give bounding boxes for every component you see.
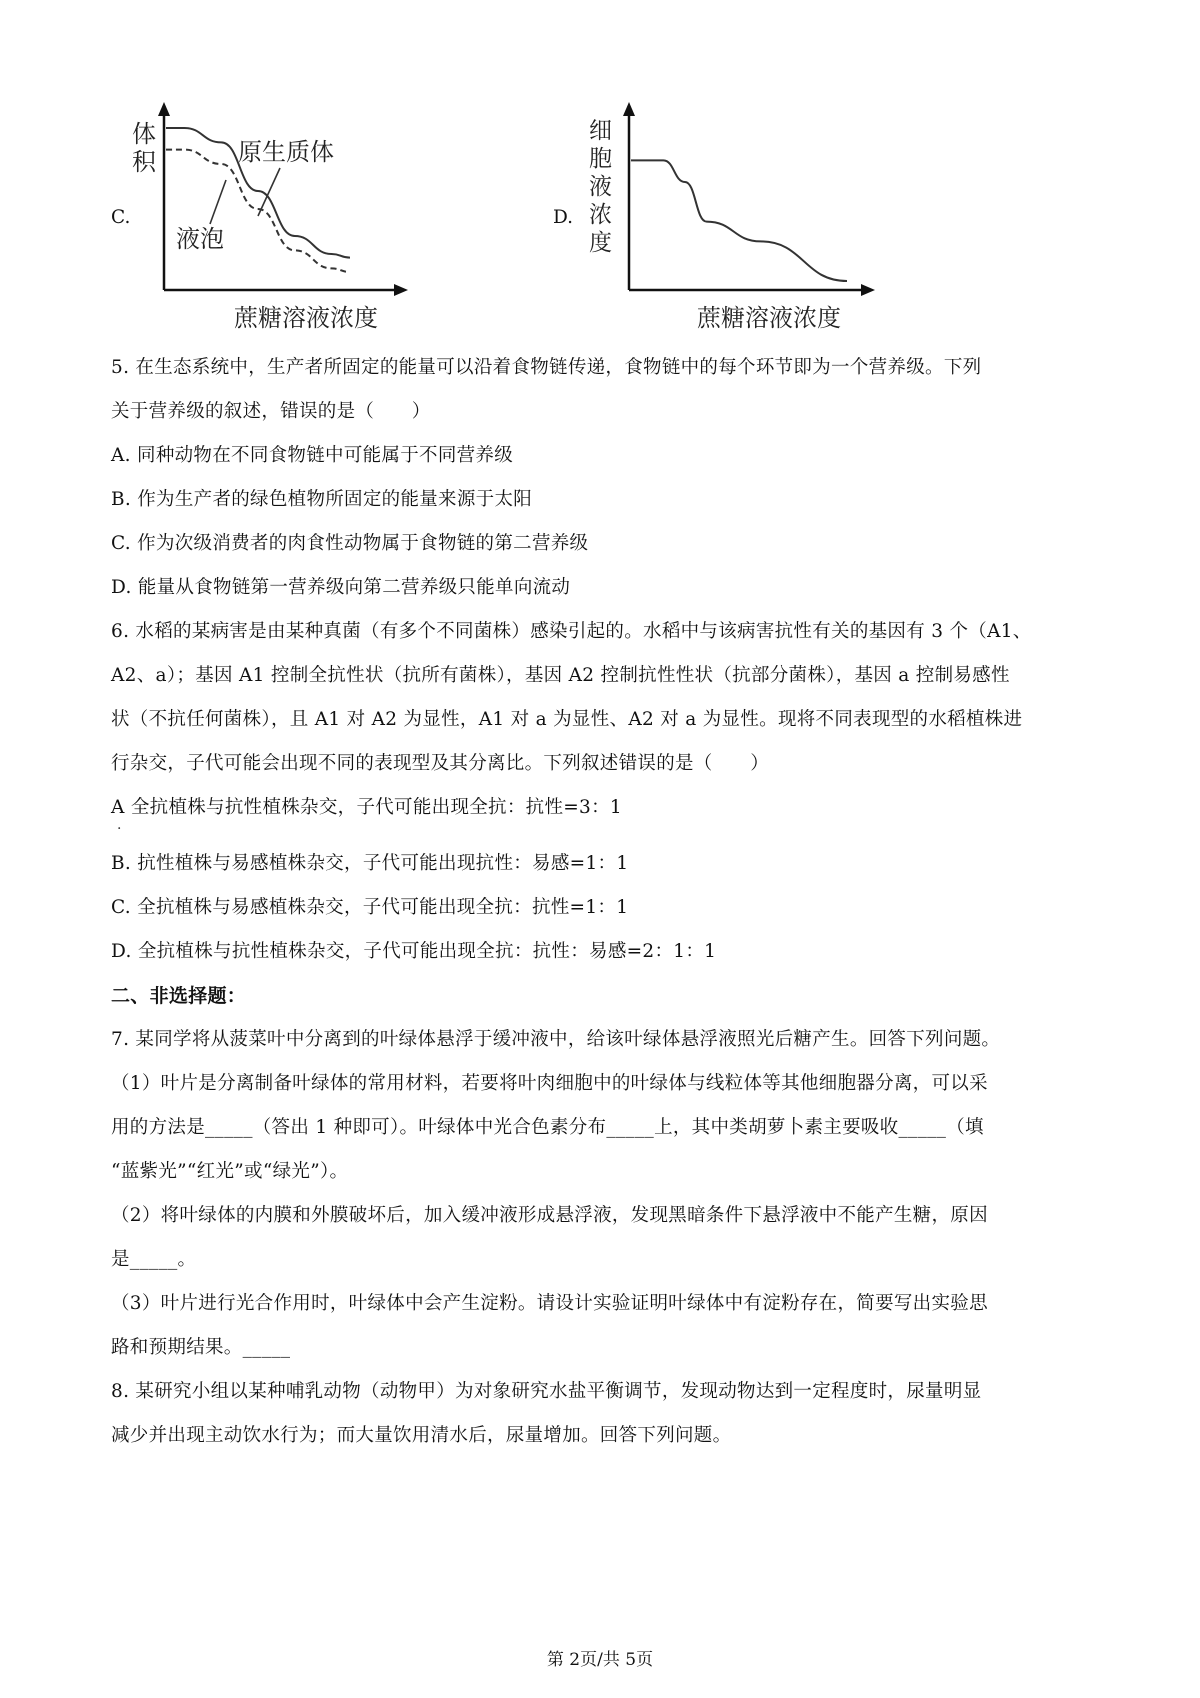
- chart-c-pointer-vacuole: [210, 180, 226, 224]
- chart-c-volume: [130, 100, 420, 335]
- q5-option-d: D. 能量从食物链第一营养级向第二营养级只能单向流动: [111, 577, 571, 598]
- option-d-label: D.: [553, 207, 574, 228]
- chart-d-series-1-line: [631, 160, 847, 281]
- q6-stem-line-2: A2、a）；基因 A1 控制全抗性状（抗所有菌株），基因 A2 控制抗性性状（抗部分菌株），基因 a 控制易感性: [111, 665, 1010, 686]
- q7-part1-line-1: （1）叶片是分离制备叶绿体的常用材料，若要将叶肉细胞中的叶绿体与线粒体等其他细胞器分离，可以采: [111, 1073, 988, 1094]
- q5-stem-line-1: 5. 在生态系统中，生产者所固定的能量可以沿着食物链传递，食物链中的每个环节即为一个营养级。下列: [111, 357, 982, 378]
- q7-intro: 7. 某同学将从菠菜叶中分离到的叶绿体悬浮于缓冲液中，给该叶绿体悬浮液照光后糖产生。回答下列问题。: [111, 1029, 1001, 1050]
- chart-d-ylabel-4: 浓: [589, 202, 612, 228]
- q7-part3-line-1: （3）叶片进行光合作用时，叶绿体中会产生淀粉。请设计实验证明叶绿体中有淀粉存在，简要写出实验思: [111, 1293, 988, 1314]
- q6-option-c: C. 全抗植株与易感植株杂交，子代可能出现全抗：抗性=1：1: [111, 897, 629, 918]
- stray-mark: ·: [117, 821, 122, 837]
- q7-part2-line-2: 是_____。: [111, 1249, 197, 1270]
- chart-d-cell-sap: [585, 100, 885, 335]
- chart-c-ylabel-2: 积: [132, 148, 156, 176]
- q7-part2-line-1: （2）将叶绿体的内膜和外膜破坏后，加入缓冲液形成悬浮液，发现黑暗条件下悬浮液中不能产生糖，原因: [111, 1205, 988, 1226]
- chart-d-ylabel-3: 液: [589, 174, 612, 200]
- q8-stem-line-2: 减少并出现主动饮水行为；而大量饮用清水后，尿量增加。回答下列问题。: [111, 1425, 732, 1446]
- chart-c-xlabel: 蔗糖溶液浓度: [234, 304, 378, 332]
- q7-part3-line-2: 路和预期结果。_____: [111, 1337, 291, 1358]
- chart-d-ylabel-1: 细: [589, 118, 612, 144]
- chart-c-label-vacuole: 液泡: [176, 225, 224, 253]
- q5-option-a: A. 同种动物在不同食物链中可能属于不同营养级: [111, 445, 514, 466]
- q6-stem-line-3: 状（不抗任何菌株），且 A1 对 A2 为显性，A1 对 a 为显性、A2 对 a 为显性。现将不同表现型的水稻植株进: [111, 709, 1023, 730]
- chart-d-plot-area: [631, 160, 847, 281]
- chart-d-axes: [623, 102, 875, 296]
- chart-d-xlabel: 蔗糖溶液浓度: [697, 304, 841, 332]
- page-footer: 第 2页/共 5页: [546, 1650, 654, 1670]
- q5-stem-line-2: 关于营养级的叙述，错误的是（ ）: [111, 401, 431, 422]
- chart-c-series-2-line: [166, 150, 350, 272]
- section-heading: 二、非选择题：: [111, 985, 247, 1007]
- q6-option-d: D. 全抗植株与抗性植株杂交，子代可能出现全抗：抗性：易感=2：1：1: [111, 941, 717, 962]
- q6-stem-line-1: 6. 水稻的某病害是由某种真菌（有多个不同菌株）感染引起的。水稻中与该病害抗性有关的基因有 3 个（A1、: [111, 621, 1032, 642]
- chart-d-ylabel-2: 胞: [589, 146, 612, 172]
- chart-c-label-protoplast: 原生质体: [238, 138, 334, 166]
- q7-part1-line-2: 用的方法是_____（答出 1 种即可）。叶绿体中光合色素分布_____上，其中类胡萝卜素主要吸收_____（填: [111, 1117, 984, 1138]
- option-c-label: C.: [111, 207, 131, 228]
- chart-d-ylabel-5: 度: [589, 230, 612, 256]
- chart-c-ylabel-1: 体: [132, 120, 156, 148]
- q5-option-b: B. 作为生产者的绿色植物所固定的能量来源于太阳: [111, 489, 533, 510]
- q6-stem-line-4: 行杂交，子代可能会出现不同的表现型及其分离比。下列叙述错误的是（ ）: [111, 753, 770, 774]
- q5-option-c: C. 作为次级消费者的肉食性动物属于食物链的第二营养级: [111, 533, 589, 554]
- q7-part1-line-3: “蓝紫光”“红光”或“绿光”）。: [111, 1161, 349, 1182]
- q6-option-b: B. 抗性植株与易感植株杂交，子代可能出现抗性：易感=1：1: [111, 853, 629, 874]
- q6-option-a: A 全抗植株与抗性植株杂交，子代可能出现全抗：抗性=3：1: [111, 797, 622, 818]
- q8-stem-line-1: 8. 某研究小组以某种哺乳动物（动物甲）为对象研究水盐平衡调节，发现动物达到一定程度时，尿量明显: [111, 1381, 982, 1402]
